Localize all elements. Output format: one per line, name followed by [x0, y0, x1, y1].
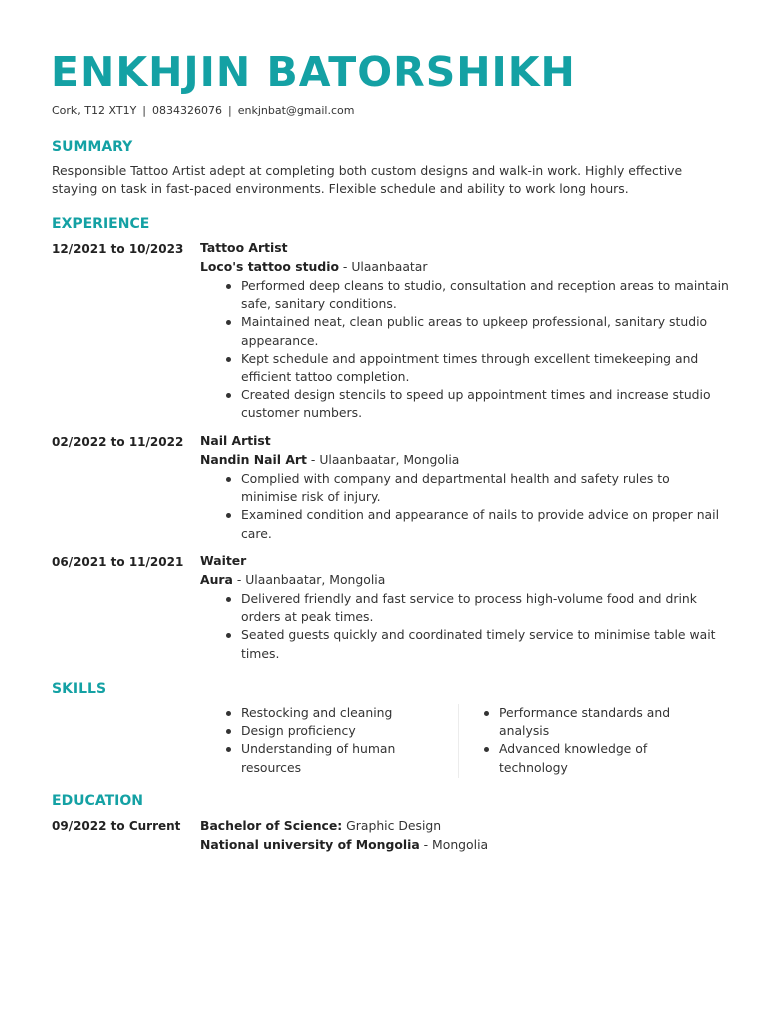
- list-item: Examined condition and appearance of nails to provide advice on proper nail care.: [241, 506, 730, 542]
- experience-heading: EXPERIENCE: [52, 216, 150, 232]
- job-location: - Ulaanbaatar, Mongolia: [232, 572, 386, 587]
- list-item: Maintained neat, clean public areas to upkeep professional, sanitary studio appearance.: [241, 313, 730, 349]
- skills-right-column: [499, 704, 709, 777]
- school-location: - Mongolia: [419, 837, 489, 852]
- job-duties: [200, 277, 730, 423]
- job-duties: [200, 470, 730, 543]
- job-employer: [200, 451, 730, 470]
- summary-heading: SUMMARY: [52, 139, 133, 155]
- job-employer: [200, 258, 730, 277]
- job-title: Waiter: [200, 553, 247, 568]
- education-heading: EDUCATION: [52, 793, 143, 809]
- job-entry: [200, 552, 730, 663]
- skills-heading: SKILLS: [52, 681, 107, 697]
- contact-separator: |: [142, 104, 147, 117]
- job-location: - Ulaanbaatar: [338, 259, 428, 274]
- list-item: Delivered friendly and fast service to process high-volume food and drink orders at peak times.: [241, 590, 730, 626]
- skill-item: Restocking and cleaning: [241, 704, 441, 722]
- degree-name: Bachelor of Science:: [200, 818, 343, 833]
- company-name: Loco's tattoo studio: [200, 259, 339, 274]
- list-item: Created design stencils to speed up appointment times and increase studio customer numbers.: [241, 386, 730, 422]
- candidate-name: ENKHJIN BATORSHIKH: [51, 48, 576, 96]
- skills-divider: [458, 704, 459, 778]
- job-title: Tattoo Artist: [200, 240, 288, 255]
- skills-list: [241, 704, 441, 777]
- skill-item: Advanced knowledge of technology: [499, 740, 709, 776]
- list-item: Seated guests quickly and coordinated timely service to minimise table wait times.: [241, 626, 730, 662]
- summary-text: Responsible Tattoo Artist adept at completing both custom designs and walk-in work. Highly effective staying on task in fast-paced environments. Flexible schedule and ability to work long hours.: [52, 163, 683, 197]
- contact-line: [52, 103, 354, 119]
- skill-item: Understanding of human resources: [241, 740, 441, 776]
- school-name: National university of Mongolia: [200, 837, 420, 852]
- degree-field: Graphic Design: [342, 818, 442, 833]
- job-location: - Ulaanbaatar, Mongolia: [306, 452, 460, 467]
- contact-location: Cork, T12 XT1Y: [52, 104, 137, 117]
- company-name: Nandin Nail Art: [200, 452, 307, 467]
- skills-list: [499, 704, 709, 777]
- skill-item: Design proficiency: [241, 722, 441, 740]
- degree-line: [200, 816, 488, 835]
- contact-phone: 0834326076: [152, 104, 223, 117]
- company-name: Aura: [200, 572, 233, 587]
- job-title: Nail Artist: [200, 433, 271, 448]
- education-dates: 09/2022 to Current: [52, 819, 181, 833]
- job-entry: [200, 239, 730, 423]
- job-dates: 02/2022 to 11/2022: [52, 435, 184, 449]
- education-entry: [200, 816, 488, 854]
- job-entry: [200, 432, 730, 543]
- job-duties: [200, 590, 730, 663]
- contact-email: enkjnbat@gmail.com: [237, 104, 355, 117]
- school-line: [200, 835, 488, 854]
- job-dates: 12/2021 to 10/2023: [52, 242, 184, 256]
- skills-left-column: [241, 704, 441, 777]
- list-item: Performed deep cleans to studio, consultation and reception areas to maintain safe, sanitary conditions.: [241, 277, 730, 313]
- list-item: Kept schedule and appointment times through excellent timekeeping and efficient tattoo completion.: [241, 350, 730, 386]
- contact-separator: |: [228, 104, 232, 117]
- skill-item: Performance standards and analysis: [499, 704, 709, 740]
- job-dates: 06/2021 to 11/2021: [52, 555, 184, 569]
- job-employer: [200, 571, 730, 590]
- list-item: Complied with company and departmental health and safety rules to minimise risk of injury.: [241, 470, 730, 506]
